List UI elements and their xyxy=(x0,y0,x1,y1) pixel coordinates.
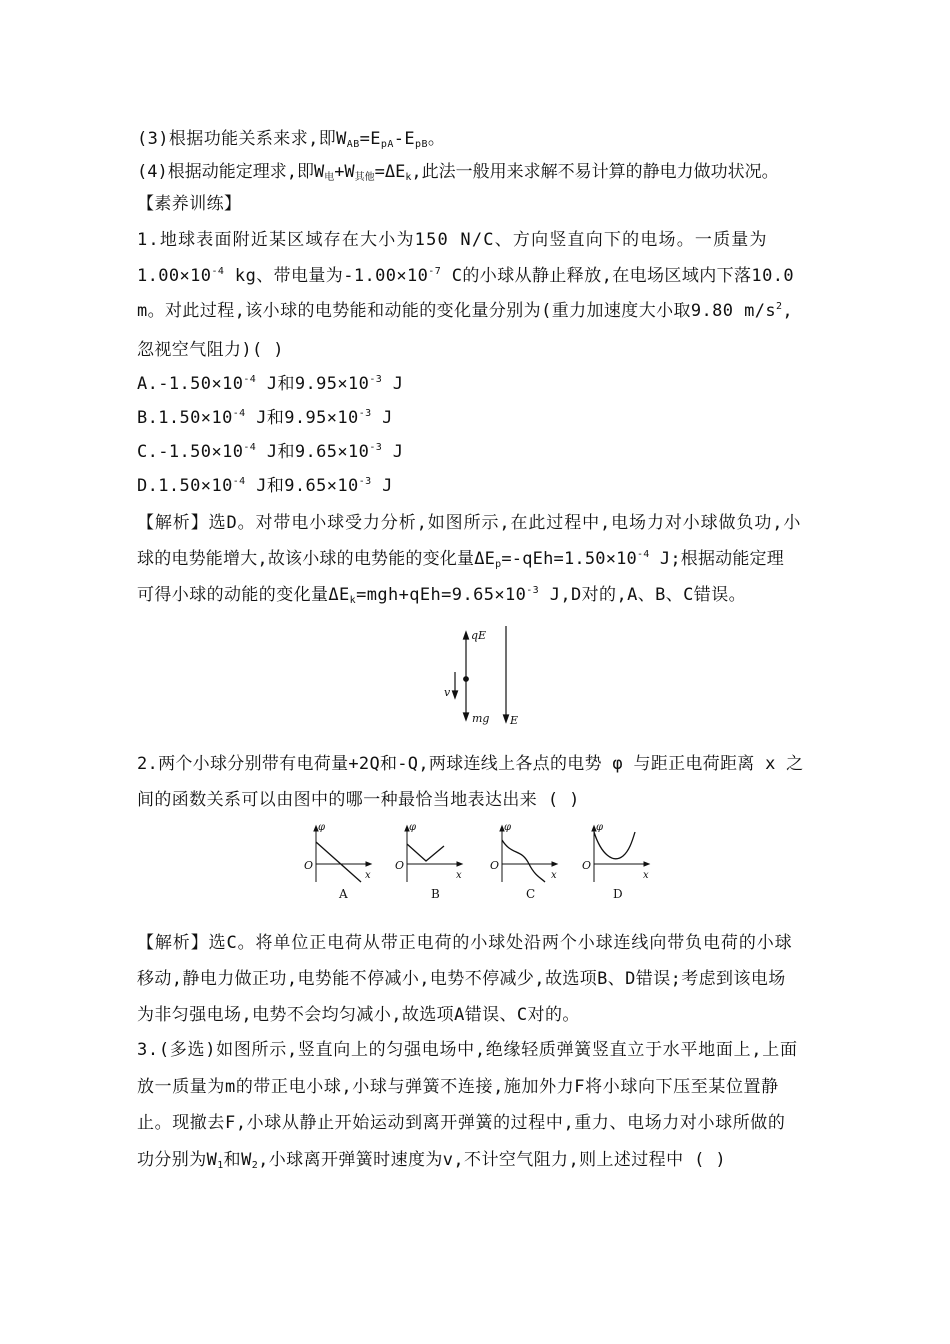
q2-answer-line-2: 移动,静电力做正功,电势能不停减小,电势不停减少,故选项B、D错误;考虑到该电场 xyxy=(137,969,786,989)
graph-b-curve xyxy=(407,844,444,861)
graph-c-caption: C xyxy=(526,887,536,901)
mg-label: mg xyxy=(472,712,490,725)
force-diagram xyxy=(430,620,530,730)
q1-stem-line-3: m。对此过程,该小球的电势能和动能的变化量分别为(重力加速度大小取9.80 $m/s^2$, xyxy=(137,301,794,321)
q1-stem-line-1: 1.地球表面附近某区域存在大小为150 N/C、方向竖直向下的电场。一质量为 xyxy=(137,230,768,250)
graph-c-curve xyxy=(502,840,545,882)
q1-answer-line-1: 【解析】选D。对带电小球受力分析,如图所示,在此过程中,电场力对小球做负功,小 xyxy=(137,513,802,533)
graph-c-phi-label: φ xyxy=(504,822,512,833)
graph-d-caption: D xyxy=(613,887,623,901)
q2-stem-line-1: 2.两个小球分别带有电荷量+2Q和-Q,两球连线上各点的电势 φ 与距正电荷距离 x 之 xyxy=(137,754,804,774)
graph-d-x-label: x xyxy=(643,870,649,881)
graph-b-x-label: x xyxy=(456,870,462,881)
q1-option-c: $C.-1.50\times 10^{-4}$ J和$9.65\times 10^{-3}$ J xyxy=(137,442,404,462)
graph-c xyxy=(500,826,557,882)
q1-option-d: $D.1.50\times 10^{-4}$ J和$9.65\times 10^{-3}$ J xyxy=(137,476,393,496)
q1-stem-line-2: $1.00\times 10^{-4}$ kg、带电量为$-1.00\times 10^{-7}$ C的小球从静止释放,在电场区域内下落10.0 xyxy=(137,266,794,286)
qe-label: qE xyxy=(471,629,487,642)
graph-c-origin-label: O xyxy=(490,859,500,872)
graph-d-origin-label: O xyxy=(582,859,592,872)
q2-stem-line-2: 间的函数关系可以由图中的哪一种最恰当地表达出来 ( ) xyxy=(137,790,580,810)
q2-answer-line-1: 【解析】选C。将单位正电荷从带正电荷的小球处沿两个小球连线向带负电荷的小球 xyxy=(137,933,793,953)
graph-a-curve xyxy=(316,842,361,882)
graph-a-caption: A xyxy=(339,887,348,901)
graph-d-phi-label: φ xyxy=(596,822,604,833)
field-arrow-head xyxy=(504,715,509,722)
section-heading: 【素养训练】 xyxy=(137,194,242,214)
qe-arrow-head xyxy=(464,632,469,639)
q3-stem-line-4: 功分别为$W_1$和$W_2$,小球离开弹簧时速度为v,不计空气阻力,则上述过程中 ( ) xyxy=(137,1150,727,1171)
graph-b-x-arrow xyxy=(457,862,462,866)
graph-b-phi-label: φ xyxy=(409,822,417,833)
q3-stem-line-1: 3.(多选)如图所示,竖直向上的匀强电场中,绝缘轻质弹簧竖直立于水平地面上,上面 xyxy=(137,1040,798,1060)
method-3-line: (3)根据功能关系来求,即$W_{AB}=E_{pA}-E_{pB}$。 xyxy=(137,129,446,150)
q3-stem-line-3: 止。现撤去F,小球从静止开始运动到离开弹簧的过程中,重力、电场力对小球所做的 xyxy=(137,1113,786,1133)
q1-option-a: $A.-1.50\times 10^{-4}$ J和$9.95\times 10^{-3}$ J xyxy=(137,374,404,394)
q1-answer-line-2: 球的电势能增大,故该小球的电势能的变化量$\Delta E_p=-qEh=1.50\times 10^{-4}$ J;根据动能定理 xyxy=(137,549,784,570)
graph-b xyxy=(405,826,462,882)
q1-stem-line-4: 忽视空气阻力)( ) xyxy=(137,340,284,360)
v-label: v xyxy=(444,686,451,699)
velocity-arrow-head xyxy=(453,691,458,698)
q2-answer-line-3: 为非匀强电场,电势不会均匀减小,故选项A错误、C对的。 xyxy=(137,1005,580,1025)
graph-a-x-arrow xyxy=(366,862,371,866)
graph-a xyxy=(314,826,371,882)
graph-b-origin-label: O xyxy=(395,859,405,872)
e-label: E xyxy=(510,714,519,727)
graph-a-phi-label: φ xyxy=(318,822,326,833)
graph-d-x-arrow xyxy=(644,862,649,866)
q1-answer-line-3: 可得小球的动能的变化量$\Delta E_k=mgh+qEh=9.65\times 10^{-3}$ J,D对的,A、B、C错误。 xyxy=(137,585,746,606)
graph-b-caption: B xyxy=(431,887,440,901)
graph-a-x-label: x xyxy=(365,870,371,881)
graph-d xyxy=(592,826,649,882)
graph-d-curve xyxy=(594,832,635,859)
method-4-line: (4)根据动能定理求,即$W_电+W_{其他}=\Delta E_k$,此法一般用来求解不易计算的静电力做功状况。 xyxy=(137,162,779,183)
graph-c-x-arrow xyxy=(552,862,557,866)
potential-graphs xyxy=(295,820,665,908)
q3-stem-line-2: 放一质量为m的带正电小球,小球与弹簧不连接,施加外力F将小球向下压至某位置静 xyxy=(137,1077,779,1097)
mg-arrow-head xyxy=(464,713,469,720)
graph-a-origin-label: O xyxy=(304,859,314,872)
q1-option-b: $B.1.50\times 10^{-4}$ J和$9.95\times 10^{-3}$ J xyxy=(137,408,393,428)
charged-ball xyxy=(464,677,469,682)
graph-c-x-label: x xyxy=(551,870,557,881)
